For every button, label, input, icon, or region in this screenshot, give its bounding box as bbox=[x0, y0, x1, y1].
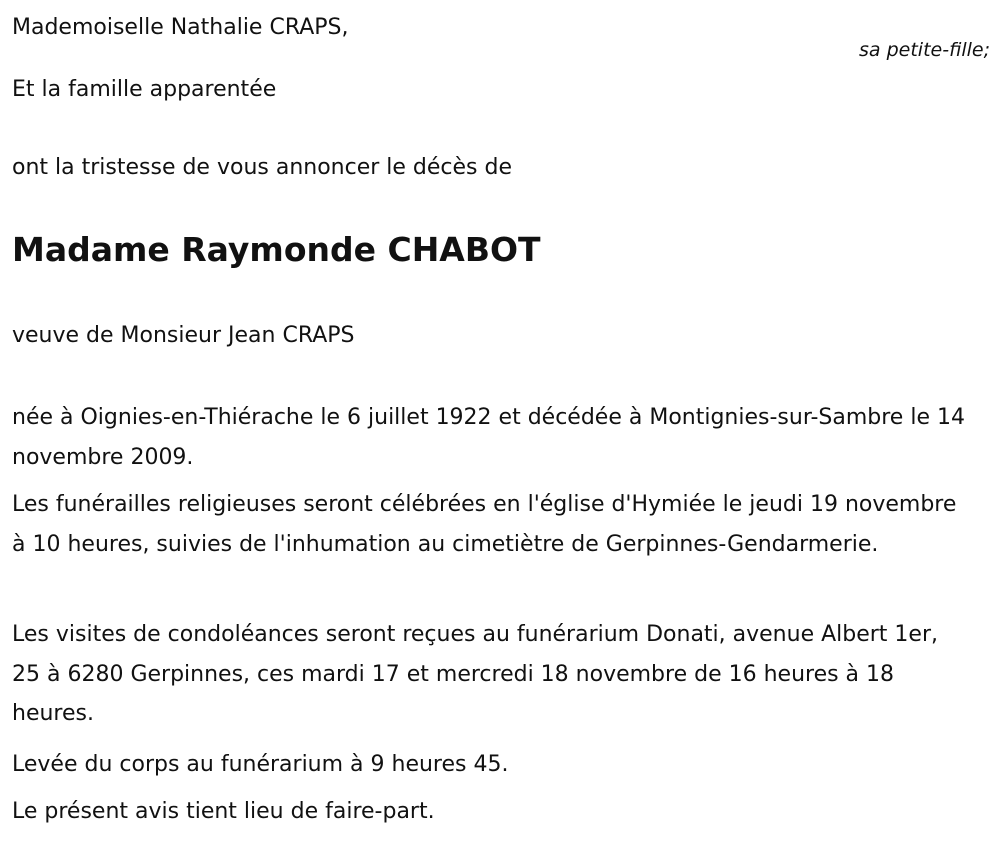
announcer-relation: sa petite-fille; bbox=[859, 39, 990, 61]
announcer-granddaughter: Mademoiselle Nathalie CRAPS, bbox=[12, 15, 349, 40]
condolences-paragraph: Les visites de condoléances seront reçues au funérarium Donati, avenue Albert 1er, 25 à 6280 Gerpinnes, ces mardi 17 et mercredi 18 novembre de 16 heures à 18 heures. bbox=[12, 622, 938, 726]
body-lift-paragraph: Levée du corps au funérarium à 9 heures 45. bbox=[12, 752, 509, 777]
notice-paragraph: Le présent avis tient lieu de faire-part. bbox=[12, 799, 435, 824]
widow-of: veuve de Monsieur Jean CRAPS bbox=[12, 323, 355, 348]
announcer-family: Et la famille apparentée bbox=[12, 77, 277, 102]
funeral-paragraph: Les funérailles religieuses seront célébrées en l'église d'Hymiée le jeudi 19 novembre à 10 heures, suivies de l'inhumation au cimetiètre de Gerpinnes-Gendarmerie. bbox=[12, 492, 957, 557]
announcement-intro: ont la tristesse de vous annoncer le décès de bbox=[12, 155, 513, 180]
birth-death-paragraph: née à Oignies-en-Thiérache le 6 juillet 1922 et décédée à Montignies-sur-Sambre le 14 novembre 2009. bbox=[12, 405, 965, 470]
deceased-name: Madame Raymonde CHABOT bbox=[12, 230, 541, 269]
